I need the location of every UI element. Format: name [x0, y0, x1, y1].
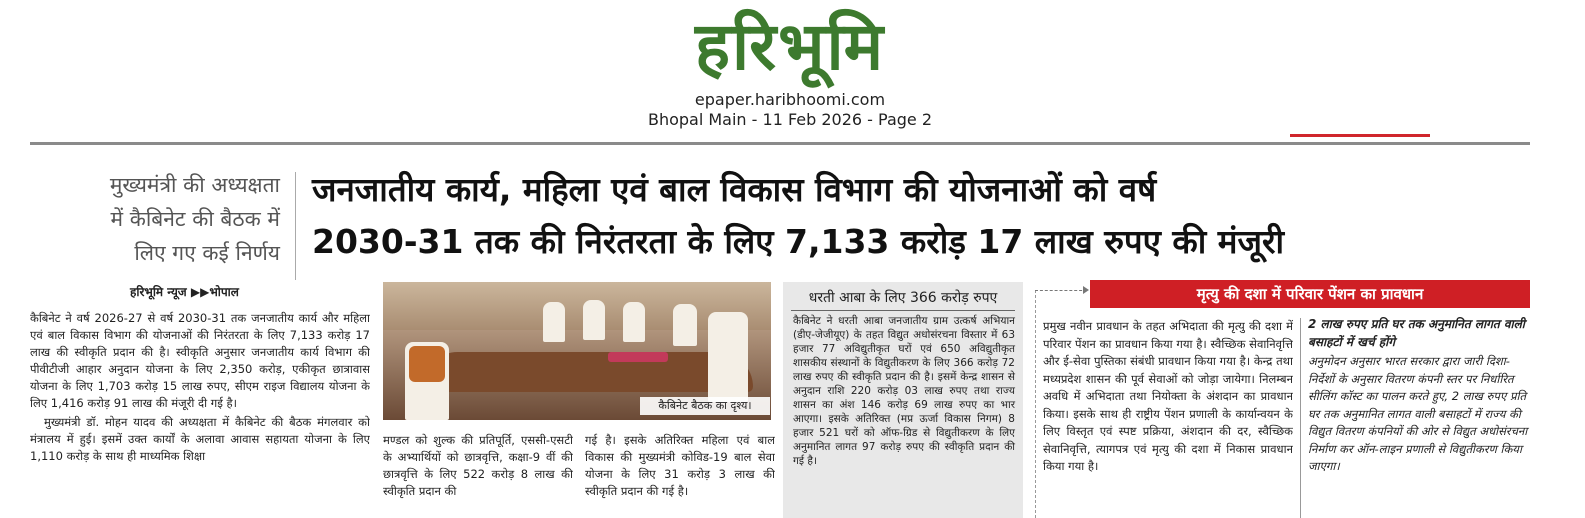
byline: हरिभूमि न्यूज ▶▶भोपाल: [130, 285, 239, 299]
masthead-divider: [30, 142, 1530, 145]
photo-person: [708, 312, 748, 402]
photo-caption: कैबिनेट बैठक का दृश्य।: [640, 397, 770, 415]
kicker-divider: [295, 172, 296, 280]
photo-person: [623, 302, 645, 342]
article-column-2: मण्डल को शुल्क की प्रतिपूर्ति, एससी-एसटी के अभ्यार्थियों को छात्रवृत्ति, कक्षा-9 वीं की छात्रवृत्ति के लिए 522 करोड़ 8 लाख की स्वीकृति प्रदान की: [383, 433, 573, 498]
haribhoomi-logo[interactable]: हरिभूमि: [694, 8, 886, 85]
sidebar-divider: [791, 310, 1015, 311]
accent-rule: [1290, 134, 1430, 137]
headline-line: जनजातीय कार्य, महिला एवं बाल विकास विभाग की योजनाओं को वर्ष: [312, 170, 1157, 209]
photo-vest: [409, 346, 445, 382]
pension-banner: मृत्यु की दशा में परिवार पेंशन का प्रावधान: [1090, 280, 1530, 308]
article-column-1: [30, 310, 370, 518]
site-url[interactable]: epaper.haribhoomi.com: [694, 90, 886, 109]
kicker-line: में कैबिनेट की बैठक में: [110, 207, 280, 231]
sidebar-title: धरती आबा के लिए 366 करोड़ रुपए: [808, 290, 998, 306]
photo-person: [673, 304, 697, 346]
electrification-subhead: 2 लाख रुपए प्रति घर तक अनुमानित लागत वाली बसाहटों में खर्च होंगे: [1308, 317, 1525, 349]
article-column-3: गई है। इसके अतिरिक्त महिला एवं बाल विकास की मुख्यमंत्री कोविड-19 बाल सेवा योजना के लिए 31 करोड़ 3 लाख की स्वीकृति प्रदान की गई है।: [585, 433, 775, 498]
edition-info: Bhopal Main - 11 Feb 2026 - Page 2: [647, 110, 933, 129]
electrification-text: अनुमोदन अनुसार भारत सरकार द्वारा जारी दिशा-निर्देशों के अनुसार वितरण कंपनी स्तर पर निर्धारित सीलिंग कॉस्ट का पालन करते हुए, 2 लाख रुपए प्रति घर तक अनुमानित लागत वाली बसाहटों में राज्य की विद्युत वितरण कंपनियों की ओर से विद्युत अधोसंरचना निर्माण कर ऑन-लाइन प्रणाली से विद्युतीकरण किया जाएगा।: [1308, 354, 1528, 473]
kicker-line: मुख्यमंत्री की अध्यक्षता: [109, 173, 280, 197]
kicker-line: लिए गए कई निर्णय: [134, 241, 280, 265]
masthead: [0, 0, 1585, 150]
sidebar-box: [783, 282, 1023, 518]
story-kicker: [30, 168, 280, 270]
photo-table: [423, 352, 753, 392]
photo-folder: [608, 352, 668, 362]
article-paragraph: मुख्यमंत्री डॉ. मोहन यादव की अध्यक्षता में कैबिनेट की बैठक मंगलवार को मंत्रालय में हुई। इसमें उक्त कार्यों के अलावा आवास सहायता योजना के लिए 1,110 करोड़ के साथ ही माध्यमिक शिक्षा: [30, 415, 370, 463]
photo-person: [583, 300, 605, 340]
column-divider: [1300, 318, 1301, 518]
photo-person: [543, 302, 565, 342]
article-paragraph: कैबिनेट ने वर्ष 2026-27 से वर्ष 2030-31 तक जनजातीय कार्य और महिला एवं बाल विकास विभाग की योजनाओं की निरंतरता के लिए 7,133 करोड़ 17 लाख की स्वीकृति प्रदान की है। स्वीकृति अनुसार जनजातीय कार्य विभाग की पीवीटीजी आहार अनुदान योजना के लिए 2,350 करोड़, एकीकृत छात्रावास योजना के लिए 1,703 करोड़ 15 लाख रुपए, सीएम राइज विद्यालय योजना के लिए 1,416 करोड़ 91 लाख की मंजूरी दी गई है।: [30, 311, 370, 410]
arrow-right-icon: [1035, 290, 1087, 291]
electrification-column: [1308, 316, 1533, 516]
dashed-connector: [1035, 290, 1036, 518]
sidebar-text: कैबिनेट ने धरती आबा जनजातीय ग्राम उत्कर्ष अभियान (डीए-जेजीयूए) के तहत विद्युत अधोसंरचना विस्तार में 63 हजार 77 अविद्युतीकृत घरों एवं 650 अविद्युतीकृत शासकीय संस्थानों के विद्युतीकरण के लिए 366 करोड़ 72 लाख रुपए की स्वीकृति प्रदान की है। इसमें केन्द्र शासन से अनुदान राशि 220 करोड़ 03 लाख रुपए तथा राज्य शासन का अंश 146 करोड़ 69 लाख रुपए का भार आएगा। इसके अतिरिक्त (मप्र ऊर्जा विकास निगम) 8 हजार 521 घरों को ऑफ-ग्रिड से विद्युतीकरण के लिए अनुमानित लागत 97 करोड़ रुपए की स्वीकृति प्रदान की गई है।: [793, 315, 1015, 467]
main-headline: [312, 164, 1537, 268]
pension-column: प्रमुख नवीन प्रावधान के तहत अभिदाता की मृत्यु की दशा में परिवार पेंशन का प्रावधान किया गया है। स्वैच्छिक सेवानिवृत्ति और ई-सेवा पुस्तिका संबंधी प्रावधान किया गया है। केन्द्र तथा मध्यप्रदेश शासन की पूर्व सेवाओं को जोड़ा जायेगा। निलम्बन अवधि में अभिदाता तथा नियोक्ता के अंशदान का प्रावधान किया। इसके साथ ही राष्ट्रीय पेंशन प्रणाली के कार्यान्वयन के लिए विस्तृत एवं स्पष्ट प्रक्रिया, अंशदान की दर, स्वैच्छिक सेवानिवृत्ति, त्यागपत्र एवं मृत्यु की दशा में निकास प्रावधान किया गया है।: [1043, 319, 1293, 473]
headline-line: 2030-31 तक की निरंतरता के लिए 7,133 करोड़ 17 लाख रुपए की मंजूरी: [312, 222, 1285, 261]
